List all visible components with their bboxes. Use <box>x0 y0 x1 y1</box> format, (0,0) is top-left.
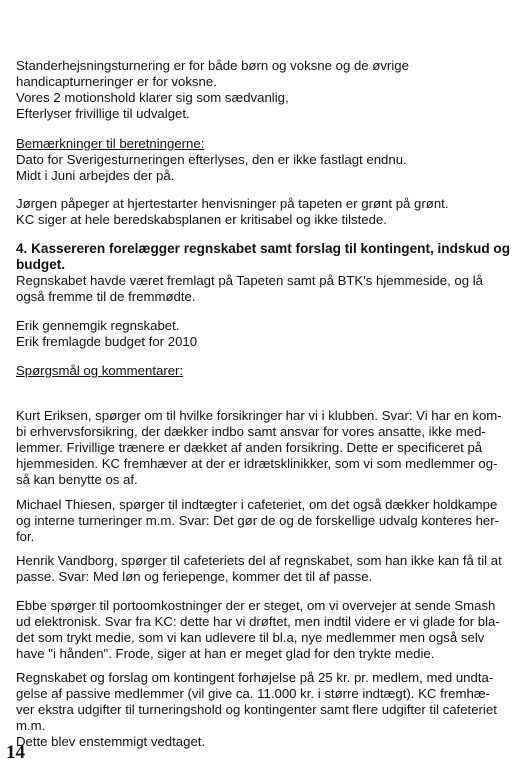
heading-text: Bemærkninger til beretningerne: <box>16 136 205 151</box>
text-line: for. <box>16 529 35 544</box>
text-line: ud elektronisk. Svar fra KC: dette har vi drøftet, men indtil videre er vi glade for bla- <box>16 614 500 629</box>
text-line: så kan benytte os af. <box>16 472 138 487</box>
text-line: handicapturneringer er for voksne. <box>16 74 217 89</box>
text-line: Ebbe spørger til portoomkostninger der er steget, om vi overvejer at sende Smash <box>16 598 496 613</box>
text-line: lemmer. Frivillige trænere er dækket af anden forsikring. Dette er specificeret på <box>16 440 483 455</box>
heading-line: 4. Kassereren forelægger regnskabet samt forslag til kontingent, indskud og <box>16 241 511 256</box>
questions-heading <box>16 363 521 379</box>
text-line: KC siger at hele beredskabsplanen er kritisabel og ikke tilstede. <box>16 212 387 227</box>
paragraph-tournaments <box>16 58 521 122</box>
text-line: m.m. <box>16 718 46 733</box>
text-line: Regnskabet havde været fremlagt på Tapeten samt på BTK's hjemmeside, og lå <box>16 273 484 288</box>
text-line: det som trykt medie, som vi kan udlevere til bl.a, nye medlemmer men også selv <box>16 630 485 645</box>
paragraph-defibrillator <box>16 196 521 228</box>
text-line: Erik gennemgik regnskabet. <box>16 318 180 333</box>
text-line: Dato for Sverigesturneringen efterlyses, den er ikke fastlagt endnu. <box>16 152 407 167</box>
paragraph-kurt-eriksen <box>16 408 521 488</box>
text-line: Standerhejsningsturnering er for både børn og voksne og de øvrige <box>16 58 409 73</box>
text-line: Kurt Eriksen, spørger om til hvilke forsikringer har vi i klubben. Svar: Vi har en kom- <box>16 408 502 423</box>
text-line: Regnskabet og forslag om kontingent forhøjelse på 25 kr. pr. medlem, med undta- <box>16 670 494 685</box>
paragraph-accounts-presented <box>16 273 521 305</box>
paragraph-sweden-tournament <box>16 152 521 184</box>
paragraph-henrik-vandborg <box>16 553 521 585</box>
text-line: Efterlyser frivillige til udvalget. <box>16 106 190 121</box>
page-number: 14 <box>6 742 25 763</box>
paragraph-michael-thiesen <box>16 497 521 545</box>
text-line: passe. Svar: Med løn og feriepenge, kommer det til af passe. <box>16 569 373 584</box>
paragraph-membership-fee <box>16 670 521 750</box>
paragraph-erik <box>16 318 521 350</box>
remarks-heading <box>16 136 521 152</box>
heading-line: budget. <box>16 257 66 272</box>
text-line: Vores 2 motionshold klarer sig som sædvanlig, <box>16 90 289 105</box>
text-line: også fremme til de fremmødte. <box>16 289 196 304</box>
text-line: Henrik Vandborg, spørger til cafeteriets del af regnskabet, som han ikke kan få til at <box>16 553 502 568</box>
text-line: og interne turneringer m.m. Svar: Det gør de og de forskellige udvalg konteres her- <box>16 513 500 528</box>
text-line: gelse af passive medlemmer (vil give ca. 11.000 kr. i større indtægt). KC fremhæ- <box>16 686 490 701</box>
text-line: have "i hånden". Frode, siger at han er meget glad for den trykte medie. <box>16 646 435 661</box>
text-line: Midt i Juni arbejdes der på. <box>16 168 175 183</box>
text-line: Jørgen påpeger at hjertestarter henvisninger på tapeten er grønt på grønt. <box>16 196 449 211</box>
text-line: Michael Thiesen, spørger til indtægter i cafeteriet, om det også dækker holdkampe <box>16 497 498 512</box>
heading-text: Spørgsmål og kommentarer: <box>16 363 184 378</box>
text-line: ver ekstra udgifter til turneringshold og kontingenter samt flere udgifter til cafeteriet <box>16 702 497 717</box>
text-line: Dette blev enstemmigt vedtaget. <box>16 734 206 749</box>
text-line: hjemmesiden. KC fremhæver at der er idrætsklinikker, som vi som medlemmer og- <box>16 456 498 471</box>
paragraph-ebbe <box>16 598 521 662</box>
text-line: bi erhvervsforsikring, der dækker indbo samt ansvar for vores ansatte, ikke med- <box>16 424 486 439</box>
text-line: Erik fremlagde budget for 2010 <box>16 334 198 349</box>
section-4-heading <box>16 241 521 273</box>
